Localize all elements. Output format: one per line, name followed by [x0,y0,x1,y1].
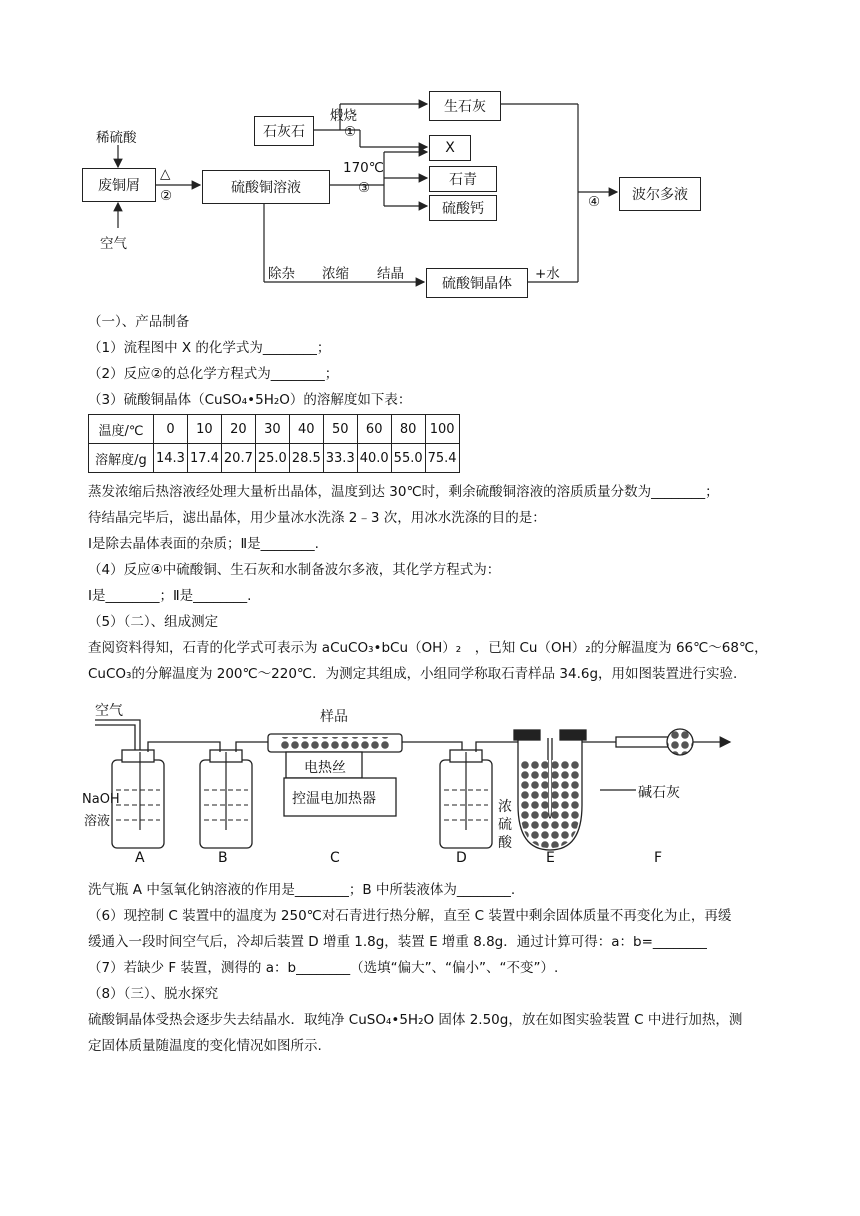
question-4-blanks: Ⅰ是________；Ⅱ是________. [88,588,252,604]
table-cell: 50 [323,415,357,444]
purify-label: 除杂 [268,266,295,282]
table-cell: 40.0 [357,444,391,473]
question-1: （1）流程图中 X 的化学式为________； [88,340,331,356]
table-cell: 20 [221,415,255,444]
question-4: （4）反应④中硫酸铜、生石灰和水制备波尔多液，其化学方程式为： [88,562,501,578]
question-6-line-1: （6）现控制 C 装置中的温度为 250℃对石青进行热分解，直至 C 装置中剩余固体质量不再变化为止，再缓 [88,908,732,924]
table-row-header: 溶解度/g [89,444,154,473]
paragraph-azurite-formula: 查阅资料得知，石青的化学式可表示为 aCuCO₃•bCu（OH）₂ ，已知 Cu（OH）₂的分解温度为 66℃～68℃， [88,640,768,656]
table-cell: 80 [391,415,425,444]
soda-lime-label: 碱石灰 [638,785,680,801]
table-cell: 75.4 [425,444,459,473]
air-label: 空气 [100,236,127,252]
bordeaux-box: 波尔多液 [619,177,701,211]
apparatus-drawing [0,690,860,870]
table-cell: 10 [187,415,221,444]
apparatus-label-e: E [546,850,555,866]
naoh-solution-label: 溶液 [84,814,111,829]
table-cell: 60 [357,415,391,444]
apparatus-label-f: F [654,850,663,866]
x-box: X [429,135,471,161]
heater-controller-label: 控温电加热器 [292,791,376,807]
table-cell: 100 [425,415,459,444]
table-cell: 0 [154,415,188,444]
caso4-box: 硫酸钙 [429,195,497,221]
table-row [89,444,460,473]
table-cell: 14.3 [154,444,188,473]
cuso4-crystal-box: 硫酸铜晶体 [426,268,528,298]
sample-label: 样品 [320,709,348,725]
apparatus-label-b: B [218,850,228,866]
scrap-copper-box: 废铜屑 [82,168,156,202]
naoh-label: NaOH [82,792,120,807]
question-7: （7）若缺少 F 装置，测得的 a：b________（选填“偏大”、“偏小”、“不变”）. [88,960,559,976]
apparatus-label-c: C [330,850,340,866]
paragraph-dehydration-2: 定固体质量随温度的变化情况如图所示. [88,1038,322,1054]
step2-number: ② [160,188,173,204]
heater-wire-label: 电热丝 [304,760,346,776]
add-water-label: +水 [535,266,560,282]
question-6-line-2: 缓通入一段时间空气后，冷却后装置 D 增重 1.8g，装置 E 增重 8.8g．通过计算可得：a：b=________ [88,934,707,950]
solubility-table [88,414,460,473]
question-8: （8）（三）、脱水探究 [88,986,219,1002]
table-cell: 30 [255,415,289,444]
table-cell: 40 [289,415,323,444]
quicklime-box: 生石灰 [429,91,501,121]
table-cell: 28.5 [289,444,323,473]
paragraph-cuco3-decomposition: CuCO₃的分解温度为 200℃～220℃．为测定其组成，小组同学称取石青样品 34.6g，用如图装置进行实验. [88,666,738,682]
paragraph-dehydration-1: 硫酸铜晶体受热会逐步失去结晶水．取纯净 CuSO₄•5H₂O 固体 2.50g，放在如图实验装置 C 中进行加热，测 [88,1012,743,1028]
table-cell: 55.0 [391,444,425,473]
air-inlet-label: 空气 [95,703,123,719]
paragraph-washing-purpose: Ⅰ是除去晶体表面的杂质；Ⅱ是________. [88,536,319,552]
concentrate-label: 浓缩 [322,266,349,282]
heat-symbol: △ [160,166,171,182]
limestone-box: 石灰石 [254,116,314,146]
temp-170-label: 170℃ [343,160,384,176]
apparatus-label-a: A [135,850,145,866]
question-2: （2）反应②的总化学方程式为________； [88,366,339,382]
paragraph-evaporation: 蒸发浓缩后热溶液经处理大量析出晶体，温度到达 30℃时，剩余硫酸铜溶液的溶质质量分数为________； [88,484,719,500]
acid-label: 稀硫酸 [96,130,137,146]
step1-number: ① [344,124,357,140]
table-row [89,415,460,444]
azurite-box: 石青 [429,166,497,192]
conc-sulfuric-label-3: 酸 [498,835,512,851]
table-cell: 20.7 [221,444,255,473]
paragraph-wash-bottle: 洗气瓶 A 中氢氧化钠溶液的作用是________；B 中所装液体为________. [88,882,516,898]
paragraph-washing: 待结晶完毕后，滤出晶体，用少量冰水洗涤 2﹣3 次，用冰水洗涤的目的是： [88,510,546,526]
section1-heading: （一）、产品制备 [88,314,190,330]
crystallize-label: 结晶 [377,266,404,282]
question-3: （3）硫酸铜晶体（CuSO₄•5H₂O）的溶解度如下表： [88,392,412,408]
step4-number: ④ [588,194,601,210]
table-cell: 33.3 [323,444,357,473]
table-row-header: 温度/℃ [89,415,154,444]
calcine-label: 煅烧 [330,108,357,124]
apparatus-label-d: D [456,850,467,866]
question-5: （5）（二）、组成测定 [88,614,219,630]
conc-sulfuric-label-1: 浓 [498,799,512,815]
table-cell: 17.4 [187,444,221,473]
conc-sulfuric-label-2: 硫 [498,817,512,833]
cuso4-solution-box: 硫酸铜溶液 [202,170,330,204]
table-cell: 25.0 [255,444,289,473]
step3-number: ③ [358,180,371,196]
